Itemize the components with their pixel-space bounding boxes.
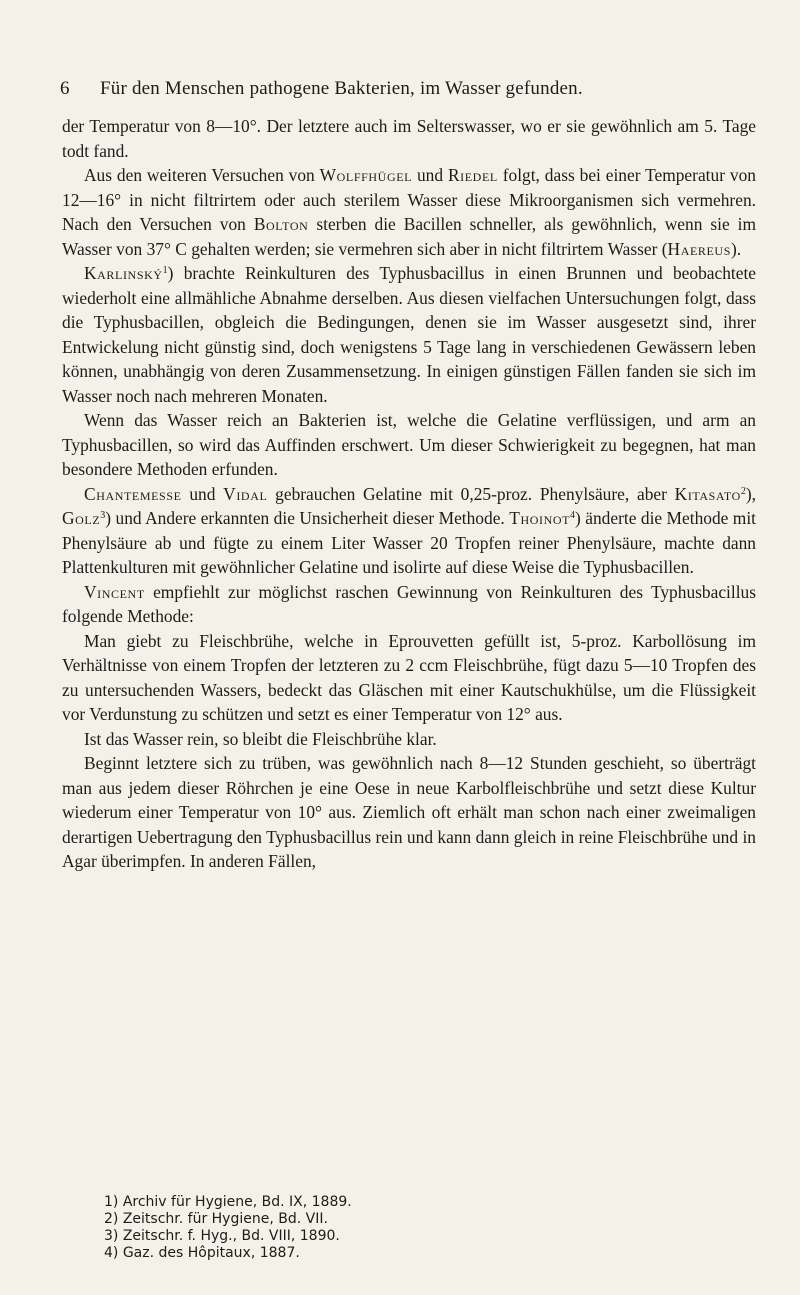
paragraph-2: Aus den weiteren Versuchen von Wolffhügel und Riedel folgt, dass bei einer Temperatur von 12—16° in nicht filtrirtem oder auch sterilem Wasser diese Mikroorganismen sich vermehren. Nach den Versuchen von Bolton sterben die Bacillen schneller, als gewöhnlich, wenn sie im Wasser von 37° C gehalten werden; sie vermehren sich aber in nicht filtrirtem Wasser (Haereus). bbox=[62, 165, 756, 259]
footnote-ref: 4 bbox=[570, 510, 576, 521]
paragraph-1 bbox=[62, 114, 756, 163]
author-name: Haereus bbox=[667, 238, 731, 259]
author-name: Chantemesse bbox=[84, 483, 182, 504]
running-head bbox=[60, 78, 720, 100]
footnote: 2) Zeitschr. für Hygiene, Bd. VII. bbox=[104, 1211, 328, 1227]
footnotes bbox=[104, 1194, 724, 1262]
paragraph-text: der Temperatur von 8—10°. Der letztere auch im Selterswasser, wo er sie gewöhnlich am 5. Tage todt fand. bbox=[62, 116, 756, 161]
running-title: Für den Menschen pathogene Bakterien, im Wasser gefunden. bbox=[100, 78, 583, 99]
footnote-ref: 3 bbox=[100, 510, 106, 521]
footnote: 1) Archiv für Hygiene, Bd. IX, 1889. bbox=[104, 1194, 352, 1210]
author-name: Kitasato bbox=[674, 483, 741, 504]
paragraph-9: Beginnt letztere sich zu trüben, was gewöhnlich nach 8—12 Stunden geschieht, so überträgt man aus jedem dieser Röhrchen je eine Oese in neue Karbolfleischbrühe und setzt diese Kultur wiederum einer Temperatur von 10° aus. Ziemlich oft erhält man schon nach einer zweimaligen derartigen Uebertragung den Typhusbacillus rein und kann dann gleich in reine Fleischbrühe und in Agar überimpfen. In anderen Fällen, bbox=[62, 753, 756, 871]
author-name: Riedel bbox=[447, 165, 498, 185]
paragraph-4: Wenn das Wasser reich an Bakterien ist, welche die Gelatine verflüssigen, und arm an Typhusbacillen, so wird das Auffinden erschwert. Um dieser Schwierigkeit zu begegnen, hat man besondere Methoden erfunden. bbox=[62, 410, 756, 479]
author-name: Golz bbox=[62, 508, 101, 528]
author-name: Karlinský bbox=[84, 263, 163, 283]
paragraph-5: Chantemesse und Vidal gebrauchen Gelatine mit 0,25-proz. Phenylsäure, aber Kitasato$^2$), Golz$^3$) und Andere erkannten die Unsicherheit dieser Methode. Thoinot$^4$) änderte die Methode mit Phenylsäure ab und fügte zu einem Liter Wasser 20 Tropfen reiner Phenylsäure, machte dann Plattenkulturen mit gewöhnlicher Gelatine und isolirte auf diese Weise die Typhusbacillen. bbox=[62, 483, 756, 577]
footnote: 3) Zeitschr. f. Hyg., Bd. VIII, 1890. bbox=[104, 1228, 340, 1244]
paragraph-6: Vincent empfiehlt zur möglichst raschen Gewinnung von Reinkulturen des Typhusbacillus folgende Methode: bbox=[62, 581, 756, 626]
paragraph-7: Man giebt zu Fleischbrühe, welche in Eprouvetten gefüllt ist, 5-proz. Karbollösung im Verhältnisse von einem Tropfen der letzteren zu 2 ccm Fleischbrühe, fügt dazu 5—10 Tropfen des zu untersuchenden Wassers, bedeckt das Gläschen mit einer Kautschukhülse, um die Flüssigkeit vor Verdunstung zu schützen und setzt es einer Temperatur von 12° aus. bbox=[62, 630, 756, 724]
page-number: 6 bbox=[60, 78, 70, 99]
author-name: Vincent bbox=[84, 581, 145, 602]
footnote-ref: 2 bbox=[740, 485, 746, 497]
author-name: Thoinot bbox=[509, 508, 571, 528]
footnote-ref: 1 bbox=[162, 265, 168, 276]
paragraph-3: Karlinský$^1$) brachte Reinkulturen des Typhusbacillus in einen Brunnen und beobachtete wiederholt eine allmähliche Abnahme derselben. Aus diesen vielfachen Untersuchungen folgt, dass die Typhusbacillen, obgleich die Bedingungen, denen sie im Wasser ausgesetzt sind, ihrer Entwickelung nicht günstig sind, doch wenigstens 5 Tage lang in verschiedenen Gewässern leben können, unabhängig von deren Zusammensetzung. In einigen günstigen Fällen fanden sie sich im Wasser noch nach mehreren Monaten. bbox=[62, 263, 756, 406]
author-name: Vidal bbox=[223, 483, 268, 504]
paragraph-8: Ist das Wasser rein, so bleibt die Fleischbrühe klar. bbox=[84, 728, 437, 749]
body-text bbox=[62, 114, 756, 874]
footnote: 4) Gaz. des Hôpitaux, 1887. bbox=[104, 1245, 300, 1261]
author-name: Bolton bbox=[253, 214, 309, 234]
author-name: Wolffhügel bbox=[319, 165, 413, 185]
